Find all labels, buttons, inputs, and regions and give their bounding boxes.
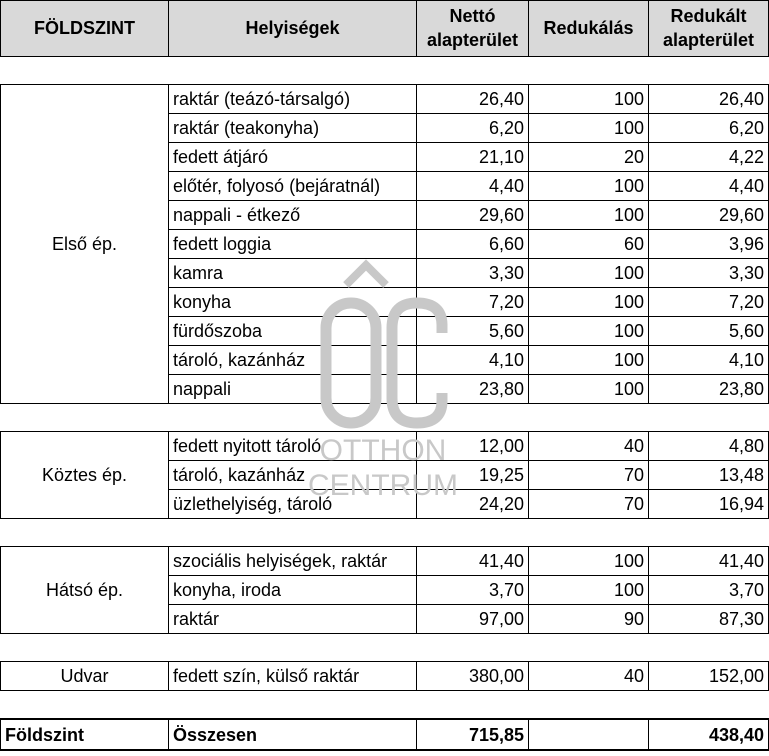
reduction-value: 60	[529, 230, 649, 259]
room-name: tároló, kazánház	[169, 461, 417, 490]
reduction-value: 100	[529, 317, 649, 346]
reduced-area-value: 4,80	[649, 432, 769, 461]
spacer-cell	[417, 57, 529, 85]
spacer-cell	[417, 519, 529, 547]
reduced-area-value: 13,48	[649, 461, 769, 490]
room-name: fedett szín, külső raktár	[169, 662, 417, 691]
room-name: konyha	[169, 288, 417, 317]
spacer-cell	[529, 57, 649, 85]
total-reduced-area: 438,40	[649, 719, 769, 750]
reduced-area-value: 4,22	[649, 143, 769, 172]
room-name: fedett loggia	[169, 230, 417, 259]
room-name: raktár (teakonyha)	[169, 114, 417, 143]
reduction-value: 100	[529, 375, 649, 404]
spacer-cell	[529, 519, 649, 547]
svg-text:OTTHON: OTTHON	[319, 434, 447, 467]
header-reduction: Redukálás	[529, 1, 649, 57]
room-name: tároló, kazánház	[169, 346, 417, 375]
table-row	[1, 662, 769, 691]
building-label: Udvar	[1, 662, 169, 691]
net-area-value: 29,60	[417, 201, 529, 230]
net-area-value: 3,30	[417, 259, 529, 288]
reduced-area-value: 3,30	[649, 259, 769, 288]
reduced-area-value: 29,60	[649, 201, 769, 230]
room-name: kamra	[169, 259, 417, 288]
total-row	[1, 719, 769, 750]
reduced-area-value: 152,00	[649, 662, 769, 691]
header-level: FÖLDSZINT	[1, 1, 169, 57]
reduction-value: 100	[529, 547, 649, 576]
net-area-value: 4,10	[417, 346, 529, 375]
spacer-cell	[1, 691, 169, 720]
reduction-value: 70	[529, 461, 649, 490]
spacer-cell	[1, 404, 169, 432]
room-name: raktár	[169, 605, 417, 634]
spacer-row	[1, 634, 769, 662]
reduction-value: 40	[529, 662, 649, 691]
reduction-value: 70	[529, 490, 649, 519]
total-label: Összesen	[169, 719, 417, 750]
spacer-cell	[417, 404, 529, 432]
building-label: Első ép.	[1, 85, 169, 404]
header-rooms: Helyiségek	[169, 1, 417, 57]
table-row	[1, 547, 769, 576]
reduced-area-value: 87,30	[649, 605, 769, 634]
room-name: szociális helyiségek, raktár	[169, 547, 417, 576]
spacer-cell	[649, 57, 769, 85]
net-area-value: 380,00	[417, 662, 529, 691]
net-area-value: 5,60	[417, 317, 529, 346]
room-name: raktár (teázó-társalgó)	[169, 85, 417, 114]
net-area-value: 7,20	[417, 288, 529, 317]
spacer-row	[1, 519, 769, 547]
spacer-cell	[1, 57, 169, 85]
room-name: nappali - étkező	[169, 201, 417, 230]
total-level-label: Földszint	[1, 719, 169, 750]
building-label: Hátsó ép.	[1, 547, 169, 634]
reduced-area-value: 41,40	[649, 547, 769, 576]
room-name: üzlethelyiség, tároló	[169, 490, 417, 519]
spacer-cell	[529, 691, 649, 720]
room-name: előtér, folyosó (bejáratnál)	[169, 172, 417, 201]
reduction-value: 90	[529, 605, 649, 634]
spacer-cell	[169, 519, 417, 547]
net-area-value: 12,00	[417, 432, 529, 461]
spacer-cell	[169, 57, 417, 85]
net-area-value: 97,00	[417, 605, 529, 634]
reduction-value: 40	[529, 432, 649, 461]
net-area-value: 3,70	[417, 576, 529, 605]
room-name: konyha, iroda	[169, 576, 417, 605]
reduced-area-value: 4,10	[649, 346, 769, 375]
reduced-area-value: 4,40	[649, 172, 769, 201]
spacer-cell	[169, 634, 417, 662]
spacer-cell	[649, 634, 769, 662]
reduction-value: 100	[529, 201, 649, 230]
spacer-cell	[417, 691, 529, 720]
room-name: fedett nyitott tároló	[169, 432, 417, 461]
spacer-cell	[529, 634, 649, 662]
net-area-value: 6,20	[417, 114, 529, 143]
building-label: Köztes ép.	[1, 432, 169, 519]
spacer-cell	[529, 404, 649, 432]
total-net-area: 715,85	[417, 719, 529, 750]
room-name: fürdőszoba	[169, 317, 417, 346]
net-area-value: 41,40	[417, 547, 529, 576]
total-reduction-empty	[529, 719, 649, 750]
net-area-value: 6,60	[417, 230, 529, 259]
spacer-cell	[649, 404, 769, 432]
header-reduced-area: Redukált alapterület	[649, 1, 769, 57]
header-row	[1, 1, 769, 57]
reduced-area-value: 5,60	[649, 317, 769, 346]
room-name: nappali	[169, 375, 417, 404]
spacer-cell	[1, 634, 169, 662]
net-area-value: 4,40	[417, 172, 529, 201]
table-row	[1, 432, 769, 461]
spacer-row	[1, 404, 769, 432]
reduction-value: 100	[529, 576, 649, 605]
reduction-value: 100	[529, 346, 649, 375]
spacer-cell	[649, 691, 769, 720]
table-row	[1, 85, 769, 114]
net-area-value: 26,40	[417, 85, 529, 114]
reduction-value: 100	[529, 114, 649, 143]
reduced-area-value: 3,96	[649, 230, 769, 259]
reduced-area-value: 3,70	[649, 576, 769, 605]
header-net-area: Nettó alapterület	[417, 1, 529, 57]
reduction-value: 100	[529, 288, 649, 317]
spacer-cell	[169, 404, 417, 432]
reduction-value: 100	[529, 85, 649, 114]
net-area-value: 24,20	[417, 490, 529, 519]
reduction-value: 100	[529, 259, 649, 288]
reduced-area-value: 6,20	[649, 114, 769, 143]
reduced-area-value: 7,20	[649, 288, 769, 317]
net-area-value: 21,10	[417, 143, 529, 172]
reduction-value: 20	[529, 143, 649, 172]
net-area-value: 19,25	[417, 461, 529, 490]
svg-text:CENTRUM: CENTRUM	[308, 469, 458, 502]
room-name: fedett átjáró	[169, 143, 417, 172]
spacer-cell	[649, 519, 769, 547]
reduced-area-value: 23,80	[649, 375, 769, 404]
spacer-row	[1, 57, 769, 85]
reduction-value: 100	[529, 172, 649, 201]
net-area-value: 23,80	[417, 375, 529, 404]
spacer-row	[1, 691, 769, 720]
spacer-cell	[417, 634, 529, 662]
reduced-area-value: 16,94	[649, 490, 769, 519]
spacer-cell	[169, 691, 417, 720]
spacer-cell	[1, 519, 169, 547]
reduced-area-value: 26,40	[649, 85, 769, 114]
table-body	[1, 57, 769, 751]
